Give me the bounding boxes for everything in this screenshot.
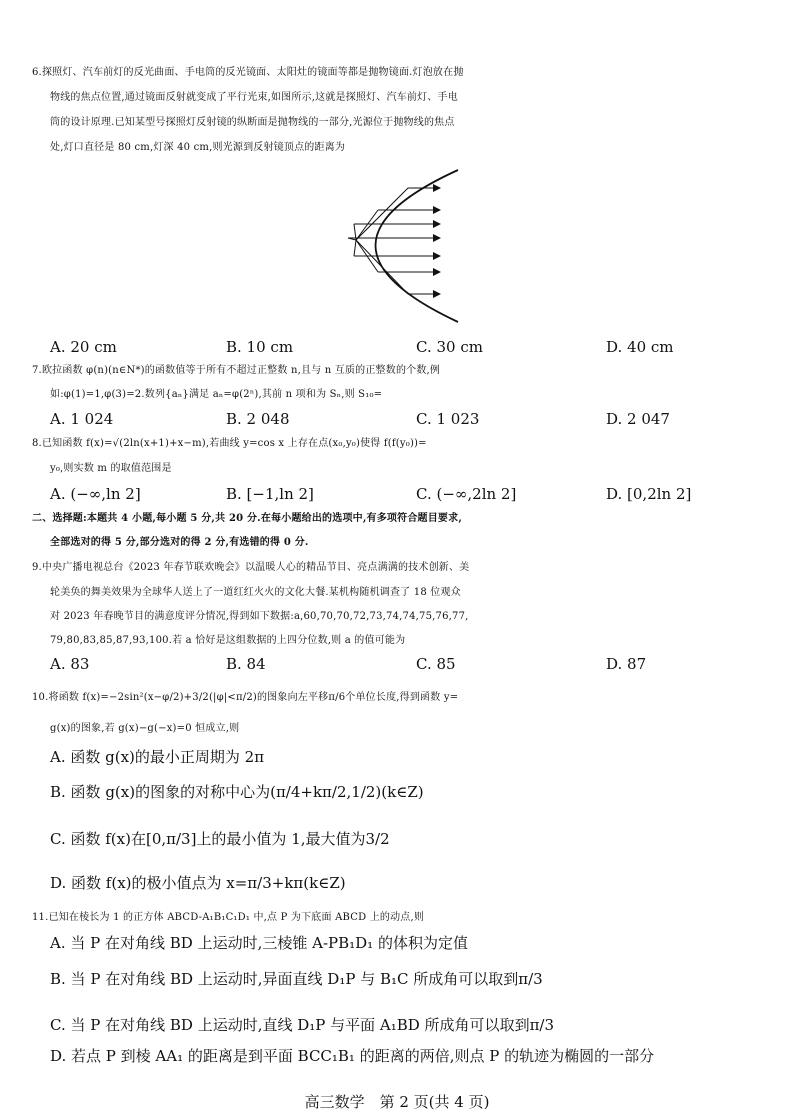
q9-line-2: 轮美奂的舞美效果为全球华人送上了一道红红火火的文化大餐.某机构随机调查了 18 位观众 [50, 587, 461, 598]
q6-line-2: 物线的焦点位置,通过镜面反射就变成了平行光束,如图所示,这就是探照灯、汽车前灯、手电 [50, 92, 458, 103]
q9-line-3: 对 2023 年春晚节目的满意度评分情况,得到如下数据:a,60,70,70,72,73,74,74,75,76,77, [50, 611, 469, 622]
q10-option-c: C. 函数 f(x)在[0,π/3]上的最小值为 1,最大值为3/2 [50, 830, 390, 848]
q11-option-b: B. 当 P 在对角线 BD 上运动时,异面直线 D₁P 与 B₁C 所成角可以取到π/3 [50, 970, 543, 988]
q7-line-2: 如:φ(1)=1,φ(3)=2.数列{aₙ}满足 aₙ=φ(2ⁿ),其前 n 项和为 Sₙ,则 S₁₀= [50, 389, 383, 400]
q6-line-1: 6.探照灯、汽车前灯的反光曲面、手电筒的反光镜面、太阳灶的镜面等都是抛物镜面.灯泡放在抛 [32, 67, 464, 78]
q6-option-b: B. 10 cm [226, 338, 294, 356]
q10-option-b: B. 函数 g(x)的图象的对称中心为(π/4+kπ/2,1/2)(k∈Z) [50, 783, 424, 801]
page-footer: 高三数学 第 2 页(共 4 页) [304, 1093, 490, 1111]
q8-option-d: D. [0,2ln 2] [606, 485, 692, 503]
q9-line-1: 9.中央广播电视总台《2023 年春节联欢晚会》以温暖人心的精品节目、亮点满满的技术创新、美 [32, 562, 470, 573]
q10-option-a: A. 函数 g(x)的最小正周期为 2π [50, 748, 265, 766]
q9-option-a: A. 83 [50, 655, 90, 673]
q9-line-4: 79,80,83,85,87,93,100.若 a 恰好是这组数据的上四分位数,则 a 的值可能为 [50, 635, 406, 646]
q7-option-b: B. 2 048 [226, 410, 290, 428]
q8-option-a: A. (−∞,ln 2] [50, 485, 141, 503]
q6-line-4: 处,灯口直径是 80 cm,灯深 40 cm,则光源到反射镜顶点的距离为 [50, 142, 346, 153]
q10-option-d: D. 函数 f(x)的极小值点为 x=π/3+kπ(k∈Z) [50, 874, 346, 892]
q6-line-3: 筒的设计原理.已知某型号探照灯反射镜的纵断面是抛物线的一部分,光源位于抛物线的焦点 [50, 117, 455, 128]
q10-line-1: 10.将函数 f(x)=−2sin²(x−φ/2)+3/2(|φ|<π/2)的图象向左平移π/6个单位长度,得到函数 y= [32, 692, 459, 703]
q9-option-b: B. 84 [226, 655, 266, 673]
q9-option-c: C. 85 [416, 655, 456, 673]
q6-option-d: D. 40 cm [606, 338, 674, 356]
parabola-diagram [318, 160, 468, 330]
q8-option-b: B. [−1,ln 2] [226, 485, 314, 503]
section-2-instructions: 全部选对的得 5 分,部分选对的得 2 分,有选错的得 0 分. [50, 537, 309, 548]
q7-option-d: D. 2 047 [606, 410, 670, 428]
q6-option-a: A. 20 cm [50, 338, 117, 356]
q9-option-d: D. 87 [606, 655, 647, 673]
q8-line-2: y₀,则实数 m 的取值范围是 [50, 463, 172, 474]
q11-option-d: D. 若点 P 到棱 AA₁ 的距离是到平面 BCC₁B₁ 的距离的两倍,则点 P 的轨迹为椭圆的一部分 [50, 1047, 655, 1065]
q11-option-a: A. 当 P 在对角线 BD 上运动时,三棱锥 A-PB₁D₁ 的体积为定值 [50, 934, 468, 952]
q11-option-c: C. 当 P 在对角线 BD 上运动时,直线 D₁P 与平面 A₁BD 所成角可以取到π/3 [50, 1016, 555, 1034]
q11-line-1: 11.已知在棱长为 1 的正方体 ABCD-A₁B₁C₁D₁ 中,点 P 为下底面 ABCD 上的动点,则 [32, 912, 425, 923]
q7-option-c: C. 1 023 [416, 410, 480, 428]
q7-option-a: A. 1 024 [50, 410, 114, 428]
q8-line-1: 8.已知函数 f(x)=√(2ln(x+1)+x−m),若曲线 y=cos x 上存在点(x₀,y₀)使得 f(f(y₀))= [32, 438, 427, 449]
parabola-reflector-figure [318, 160, 468, 330]
q6-option-c: C. 30 cm [416, 338, 483, 356]
q7-line-1: 7.欧拉函数 φ(n)(n∈N*)的函数值等于所有不超过正整数 n,且与 n 互质的正整数的个数,例 [32, 365, 441, 376]
q8-option-c: C. (−∞,2ln 2] [416, 485, 517, 503]
section-2-heading: 二、选择题:本题共 4 小题,每小题 5 分,共 20 分.在每小题给出的选项中,有多项符合题目要求, [32, 513, 463, 524]
q10-line-2: g(x)的图象,若 g(x)−g(−x)=0 恒成立,则 [50, 723, 240, 734]
